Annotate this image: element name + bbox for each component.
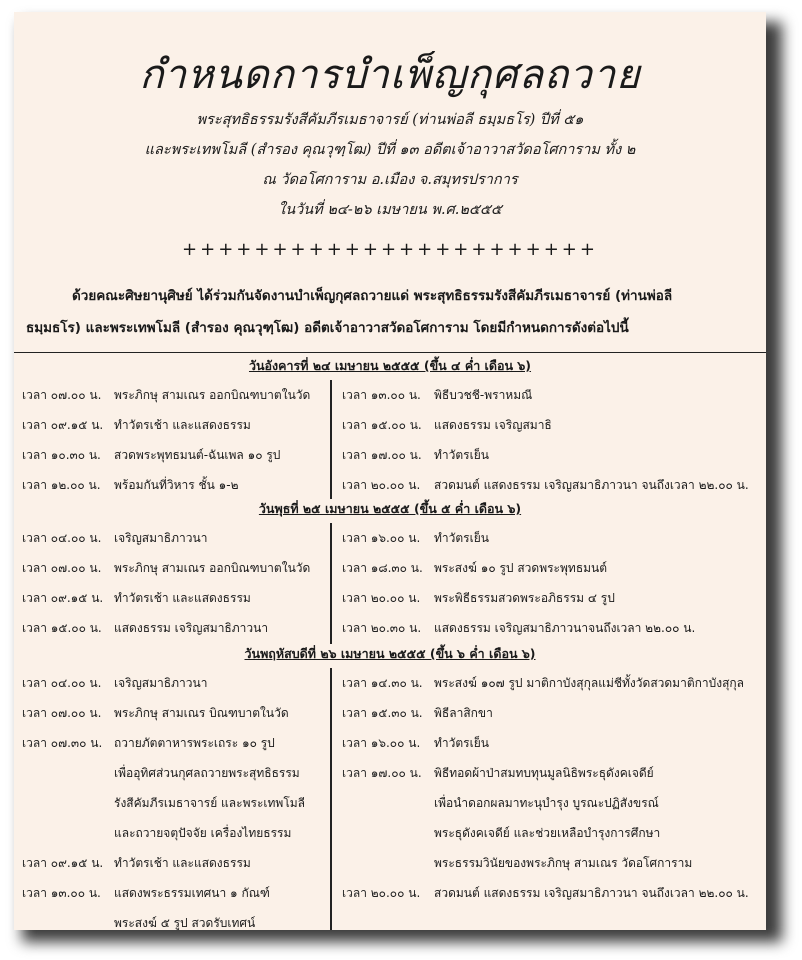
entry-time: เวลา ๐๗.๐๐ น. xyxy=(22,706,102,720)
schedule-entry-continuation: พระธุดังคเจดีย์ และช่วยเหลือบำรุงการศึกษา xyxy=(434,826,661,840)
entry-time: เวลา ๐๙.๑๕ น. xyxy=(22,856,104,870)
schedule-entry xyxy=(22,416,251,435)
subtitle-line-1: พระสุทธิธรรมรังสีคัมภีรเมธาจารย์ (ท่านพ่อลี ธมฺมธโร) ปีที่ ๕๑ xyxy=(196,112,584,128)
schedule-entry xyxy=(22,854,251,873)
schedule-document xyxy=(14,12,766,930)
entry-time: เวลา ๐๔.๐๐ น. xyxy=(22,531,102,545)
schedule-entry xyxy=(342,476,749,495)
entry-description: แสดงธรรม เจริญสมาธิภาวนาจนถึงเวลา ๒๒.๐๐ น. xyxy=(434,621,696,635)
entry-time: เวลา ๑๕.๓๐ น. xyxy=(342,706,423,720)
schedule-entry-continuation: พระธรรมวินัยของพระภิกษุ สามเณร วัดอโศการาม xyxy=(434,856,693,870)
schedule-entry xyxy=(22,476,239,495)
schedule-entry xyxy=(22,674,207,693)
entry-time: เวลา ๑๓.๐๐ น. xyxy=(342,388,421,402)
column-divider xyxy=(330,380,332,499)
entry-time: เวลา ๑๘.๓๐ น. xyxy=(342,561,423,575)
entry-time: เวลา ๑๕.๐๐ น. xyxy=(342,418,422,432)
schedule-entry xyxy=(22,589,251,608)
column-divider xyxy=(330,668,332,930)
day-header: วันพฤหัสบดีที่ ๒๖ เมษายน ๒๕๕๕ (ขึ้น ๖ ค่ำ เดือน ๖) xyxy=(244,646,536,661)
entry-time: เวลา ๑๒.๐๐ น. xyxy=(22,478,101,492)
entry-time: เวลา ๒๐.๐๐ น. xyxy=(342,478,421,492)
entry-time: เวลา ๒๐.๓๐ น. xyxy=(342,621,422,635)
schedule-entry xyxy=(342,386,532,405)
entry-description: พิธีทอดผ้าป่าสมทบทุนมูลนิธิพระธุดังคเจดีย์ xyxy=(434,766,654,780)
entry-time: เวลา ๑๕.๐๐ น. xyxy=(22,621,102,635)
entry-description: ทำวัตรเช้า และแสดงธรรม xyxy=(114,418,251,432)
schedule-entry xyxy=(342,734,489,753)
intro-line-1: ด้วยคณะศิษยานุศิษย์ ได้ร่วมกันจัดงานบำเพ็ญกุศลถวายแด่ พระสุทธิธรรมรังสีคัมภีรเมธาจารย์ (ท่านพ่อลี xyxy=(72,288,673,304)
entry-description: แสดงพระธรรมเทศนา ๑ กัณฑ์ xyxy=(114,886,270,900)
schedule-entry xyxy=(22,704,289,723)
entry-time: เวลา ๐๗.๐๐ น. xyxy=(22,388,102,402)
schedule-entry xyxy=(342,704,493,723)
schedule-entry xyxy=(22,734,275,753)
entry-description: แสดงธรรม เจริญสมาธิ xyxy=(434,418,552,432)
entry-description: พระพิธีธรรมสวดพระอภิธรรม ๔ รูป xyxy=(434,591,615,605)
entry-description: พิธีลาสิกขา xyxy=(434,706,493,720)
entry-description: สวดมนต์ แสดงธรรม เจริญสมาธิภาวนา จนถึงเวลา ๒๒.๐๐ น. xyxy=(434,478,749,492)
entry-description: เจริญสมาธิภาวนา xyxy=(114,676,208,690)
intro-line-2: ธมฺมธโร) และพระเทพโมลี (สำรอง คุณวุฑฺโฒ) อดีตเจ้าอาวาสวัดอโศการาม โดยมีกำหนดการดังต่อไปนี้ xyxy=(26,320,629,336)
entry-time: เวลา ๐๔.๐๐ น. xyxy=(22,676,102,690)
entry-description: ทำวัตรเช้า และแสดงธรรม xyxy=(114,856,251,870)
entry-time: เวลา ๑๐.๓๐ น. xyxy=(22,448,101,462)
entry-description: แสดงธรรม เจริญสมาธิภาวนา xyxy=(114,621,269,635)
schedule-entry-continuation: และถวายจตุปัจจัย เครื่องไทยธรรม xyxy=(114,826,292,840)
schedule-entry-continuation: พระสงฆ์ ๕ รูป สวดรับเทศน์ xyxy=(114,916,256,930)
entry-time: เวลา ๑๓.๐๐ น. xyxy=(22,886,101,900)
day-header: วันพุธที่ ๒๕ เมษายน ๒๕๕๕ (ขึ้น ๕ ค่ำ เดือน ๖) xyxy=(258,501,522,516)
schedule-entry-continuation: เพื่อนำดอกผลมาทะนุบำรุง บูรณะปฏิสังขรณ์ xyxy=(434,796,659,810)
section-divider xyxy=(14,352,766,353)
schedule-entry xyxy=(342,884,749,903)
schedule-entry xyxy=(22,386,310,405)
schedule-entry xyxy=(342,674,744,693)
entry-description: พระภิกษุ สามเณร ออกบิณฑบาตในวัด xyxy=(114,388,311,402)
column-divider xyxy=(330,523,332,644)
entry-description: พระสงฆ์ ๑๐๗ รูป มาติกาบังสุกุลแม่ชีทั้งวัดสวดมาติกาบังสุกุล xyxy=(434,676,745,690)
entry-time: เวลา ๑๗.๐๐ น. xyxy=(342,448,422,462)
schedule-entry xyxy=(342,416,552,435)
star-separator: +++++++++++++++++++++++ xyxy=(182,239,598,260)
entry-description: สวดพระพุทธมนต์-ฉันเพล ๑๐ รูป xyxy=(114,448,281,462)
day-header: วันอังคารที่ ๒๔ เมษายน ๒๕๕๕ (ขึ้น ๔ ค่ำ เดือน ๖) xyxy=(248,358,532,373)
entry-description: พิธีบวชชี-พราหมณี xyxy=(434,388,533,402)
entry-time: เวลา ๑๖.๐๐ น. xyxy=(342,736,421,750)
subtitle-line-3: ณ วัดอโศการาม อ.เมือง จ.สมุทรปราการ xyxy=(262,172,518,188)
entry-time: เวลา ๑๗.๐๐ น. xyxy=(342,766,422,780)
entry-description: ถวายภัตตาหารพระเถระ ๑๐ รูป xyxy=(114,736,275,750)
schedule-entry-continuation: เพื่ออุทิศส่วนกุศลถวายพระสุทธิธรรม xyxy=(114,766,300,780)
entry-time: เวลา ๒๐.๐๐ น. xyxy=(342,591,421,605)
entry-time: เวลา ๑๔.๓๐ น. xyxy=(342,676,423,690)
entry-description: ทำวัตรเย็น xyxy=(434,736,489,750)
schedule-entry xyxy=(22,559,310,578)
entry-description: ทำวัตรเย็น xyxy=(434,531,489,545)
entry-description: พระสงฆ์ ๑๐ รูป สวดพระพุทธมนต์ xyxy=(434,561,608,575)
entry-time: เวลา ๐๙.๑๕ น. xyxy=(22,591,104,605)
entry-description: เจริญสมาธิภาวนา xyxy=(114,531,208,545)
schedule-entry xyxy=(342,589,615,608)
entry-description: พระภิกษุ สามเณร บิณฑบาตในวัด xyxy=(114,706,289,720)
document-title: กำหนดการบำเพ็ญกุศลถวาย xyxy=(139,52,641,98)
entry-description: สวดมนต์ แสดงธรรม เจริญสมาธิภาวนา จนถึงเวลา ๒๒.๐๐ น. xyxy=(434,886,749,900)
schedule-entry xyxy=(342,619,695,638)
schedule-entry xyxy=(22,529,207,548)
schedule-entry xyxy=(342,446,489,465)
entry-time: เวลา ๑๖.๐๐ น. xyxy=(342,531,421,545)
schedule-entry-continuation: รังสีคัมภีรเมธาจารย์ และพระเทพโมลี xyxy=(114,796,306,810)
subtitle-line-2: และพระเทพโมลี (สำรอง คุณวุฑฺโฒ) ปีที่ ๑๓ อดีตเจ้าอาวาสวัดอโศการาม ทั้ง ๒ xyxy=(144,142,636,158)
entry-description: ทำวัตรเช้า และแสดงธรรม xyxy=(114,591,251,605)
entry-time: เวลา ๒๐.๐๐ น. xyxy=(342,886,421,900)
schedule-entry xyxy=(22,619,268,638)
schedule-entry xyxy=(22,446,280,465)
schedule-entry xyxy=(342,559,607,578)
subtitle-line-4: ในวันที่ ๒๔-๒๖ เมษายน พ.ศ.๒๕๕๕ xyxy=(278,202,502,218)
entry-description: พระภิกษุ สามเณร ออกบิณฑบาตในวัด xyxy=(114,561,311,575)
entry-description: พร้อมกันที่วิหาร ชั้น ๑-๒ xyxy=(114,478,239,492)
entry-time: เวลา ๐๗.๓๐ น. xyxy=(22,736,103,750)
entry-time: เวลา ๐๗.๐๐ น. xyxy=(22,561,102,575)
schedule-entry xyxy=(342,529,489,548)
entry-time: เวลา ๐๙.๑๕ น. xyxy=(22,418,104,432)
schedule-entry xyxy=(22,884,270,903)
entry-description: ทำวัตรเย็น xyxy=(434,448,489,462)
schedule-entry xyxy=(342,764,654,783)
